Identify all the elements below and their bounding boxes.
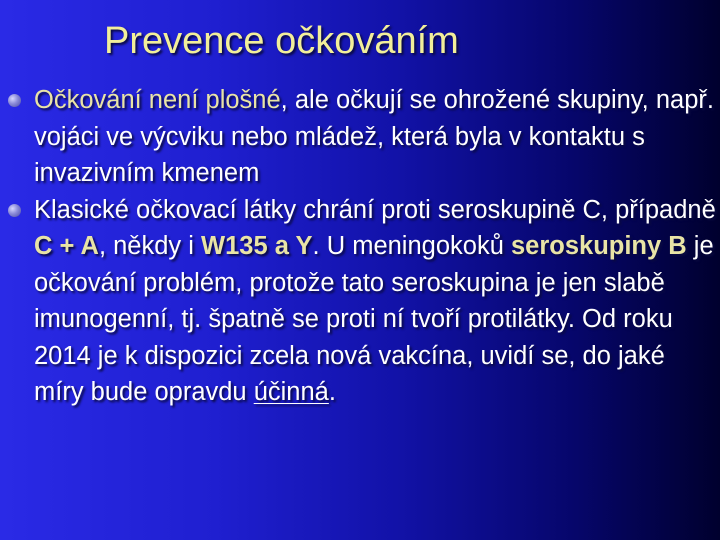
bullet-text: je očkování problém, protože tato seroskupina je jen slabě imunogenní, tj. špatně se proti ní tvoří protilátky. Od roku 2014 je k dispozici zcela nová vakcína, uvidí se, do jaké míry bude opravdu — [34, 232, 714, 406]
bullet-dot-icon — [8, 204, 21, 217]
highlighted-phrase: Očkování není plošné — [34, 86, 281, 114]
serogroup-w135-y: W135 a Y — [201, 232, 313, 260]
bullet-list — [6, 82, 716, 411]
underlined-word: účinná — [253, 378, 329, 406]
bullet-text: , ale očkují se ohrožené skupiny, např. vojáci ve výcviku nebo mládež, která byla v kontaktu s invazivním kmenem — [34, 86, 714, 187]
bullet-text: Klasické očkovací látky chrání proti seroskupině C, případně — [34, 195, 716, 224]
bullet-item-vaccination-coverage — [6, 82, 716, 192]
slide-title: Prevence očkováním — [104, 20, 459, 62]
bullet-dot-icon — [8, 94, 21, 107]
bullet-item-vaccines — [6, 192, 716, 411]
bullet-text: . — [328, 378, 336, 406]
bullet-text: . U meningokoků — [312, 232, 511, 260]
serogroup-b: seroskupiny B — [510, 232, 687, 260]
bullet-text: , někdy i — [98, 232, 202, 260]
serogroup-ca: C + A — [34, 232, 99, 260]
